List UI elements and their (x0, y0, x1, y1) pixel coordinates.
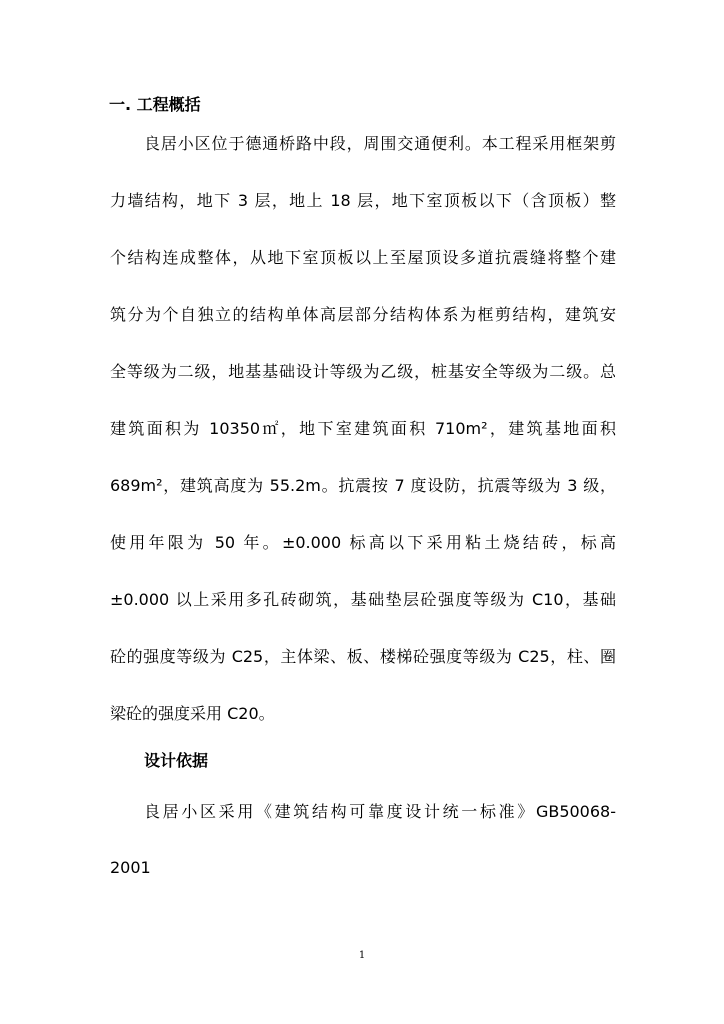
paragraph-line: 梁砼的强度采用 C20。 (110, 704, 275, 723)
paragraph-line: 全等级为二级，地基基础设计等级为乙级，桩基安全等级为二级。总 (110, 362, 616, 381)
paragraph-line: 使用年限为 50 年。±0.000 标高以下采用粘土烧结砖，标高 (110, 533, 616, 552)
design-basis-heading: 设计依据 (144, 751, 209, 770)
paragraph-line: 力墙结构，地下 3 层，地上 18 层，地下室顶板以下（含顶板）整 (110, 191, 616, 210)
paragraph-line: 个结构连成整体，从地下室顶板以上至屋顶设多道抗震缝将整个建 (110, 248, 616, 267)
paragraph-line: 建筑面积为 10350㎡，地下室建筑面积 710m²，建筑基地面积 (110, 419, 616, 438)
paragraph-line: 689m²，建筑高度为 55.2m。抗震按 7 度设防，抗震等级为 3 级， (110, 476, 616, 495)
paragraph-line: ±0.000 以上采用多孔砖砌筑，基础垫层砼强度等级为 C10，基础 (110, 590, 616, 609)
paragraph-line: 2001 (110, 858, 151, 877)
paragraph-line: 砼的强度等级为 C25，主体梁、板、楼梯砼强度等级为 C25，柱、圈 (110, 647, 616, 666)
paragraph-line: 筑分为个自独立的结构单体高层部分结构体系为框剪结构，建筑安 (110, 305, 616, 324)
paragraph-line: 良居小区位于德通桥路中段，周围交通便利。本工程采用框架剪 (144, 134, 616, 153)
paragraph-line: 良居小区采用《建筑结构可靠度设计统一标准》GB50068- (144, 802, 616, 821)
page-number: 1 (358, 950, 366, 961)
section-heading: 一. 工程概括 (109, 95, 201, 114)
